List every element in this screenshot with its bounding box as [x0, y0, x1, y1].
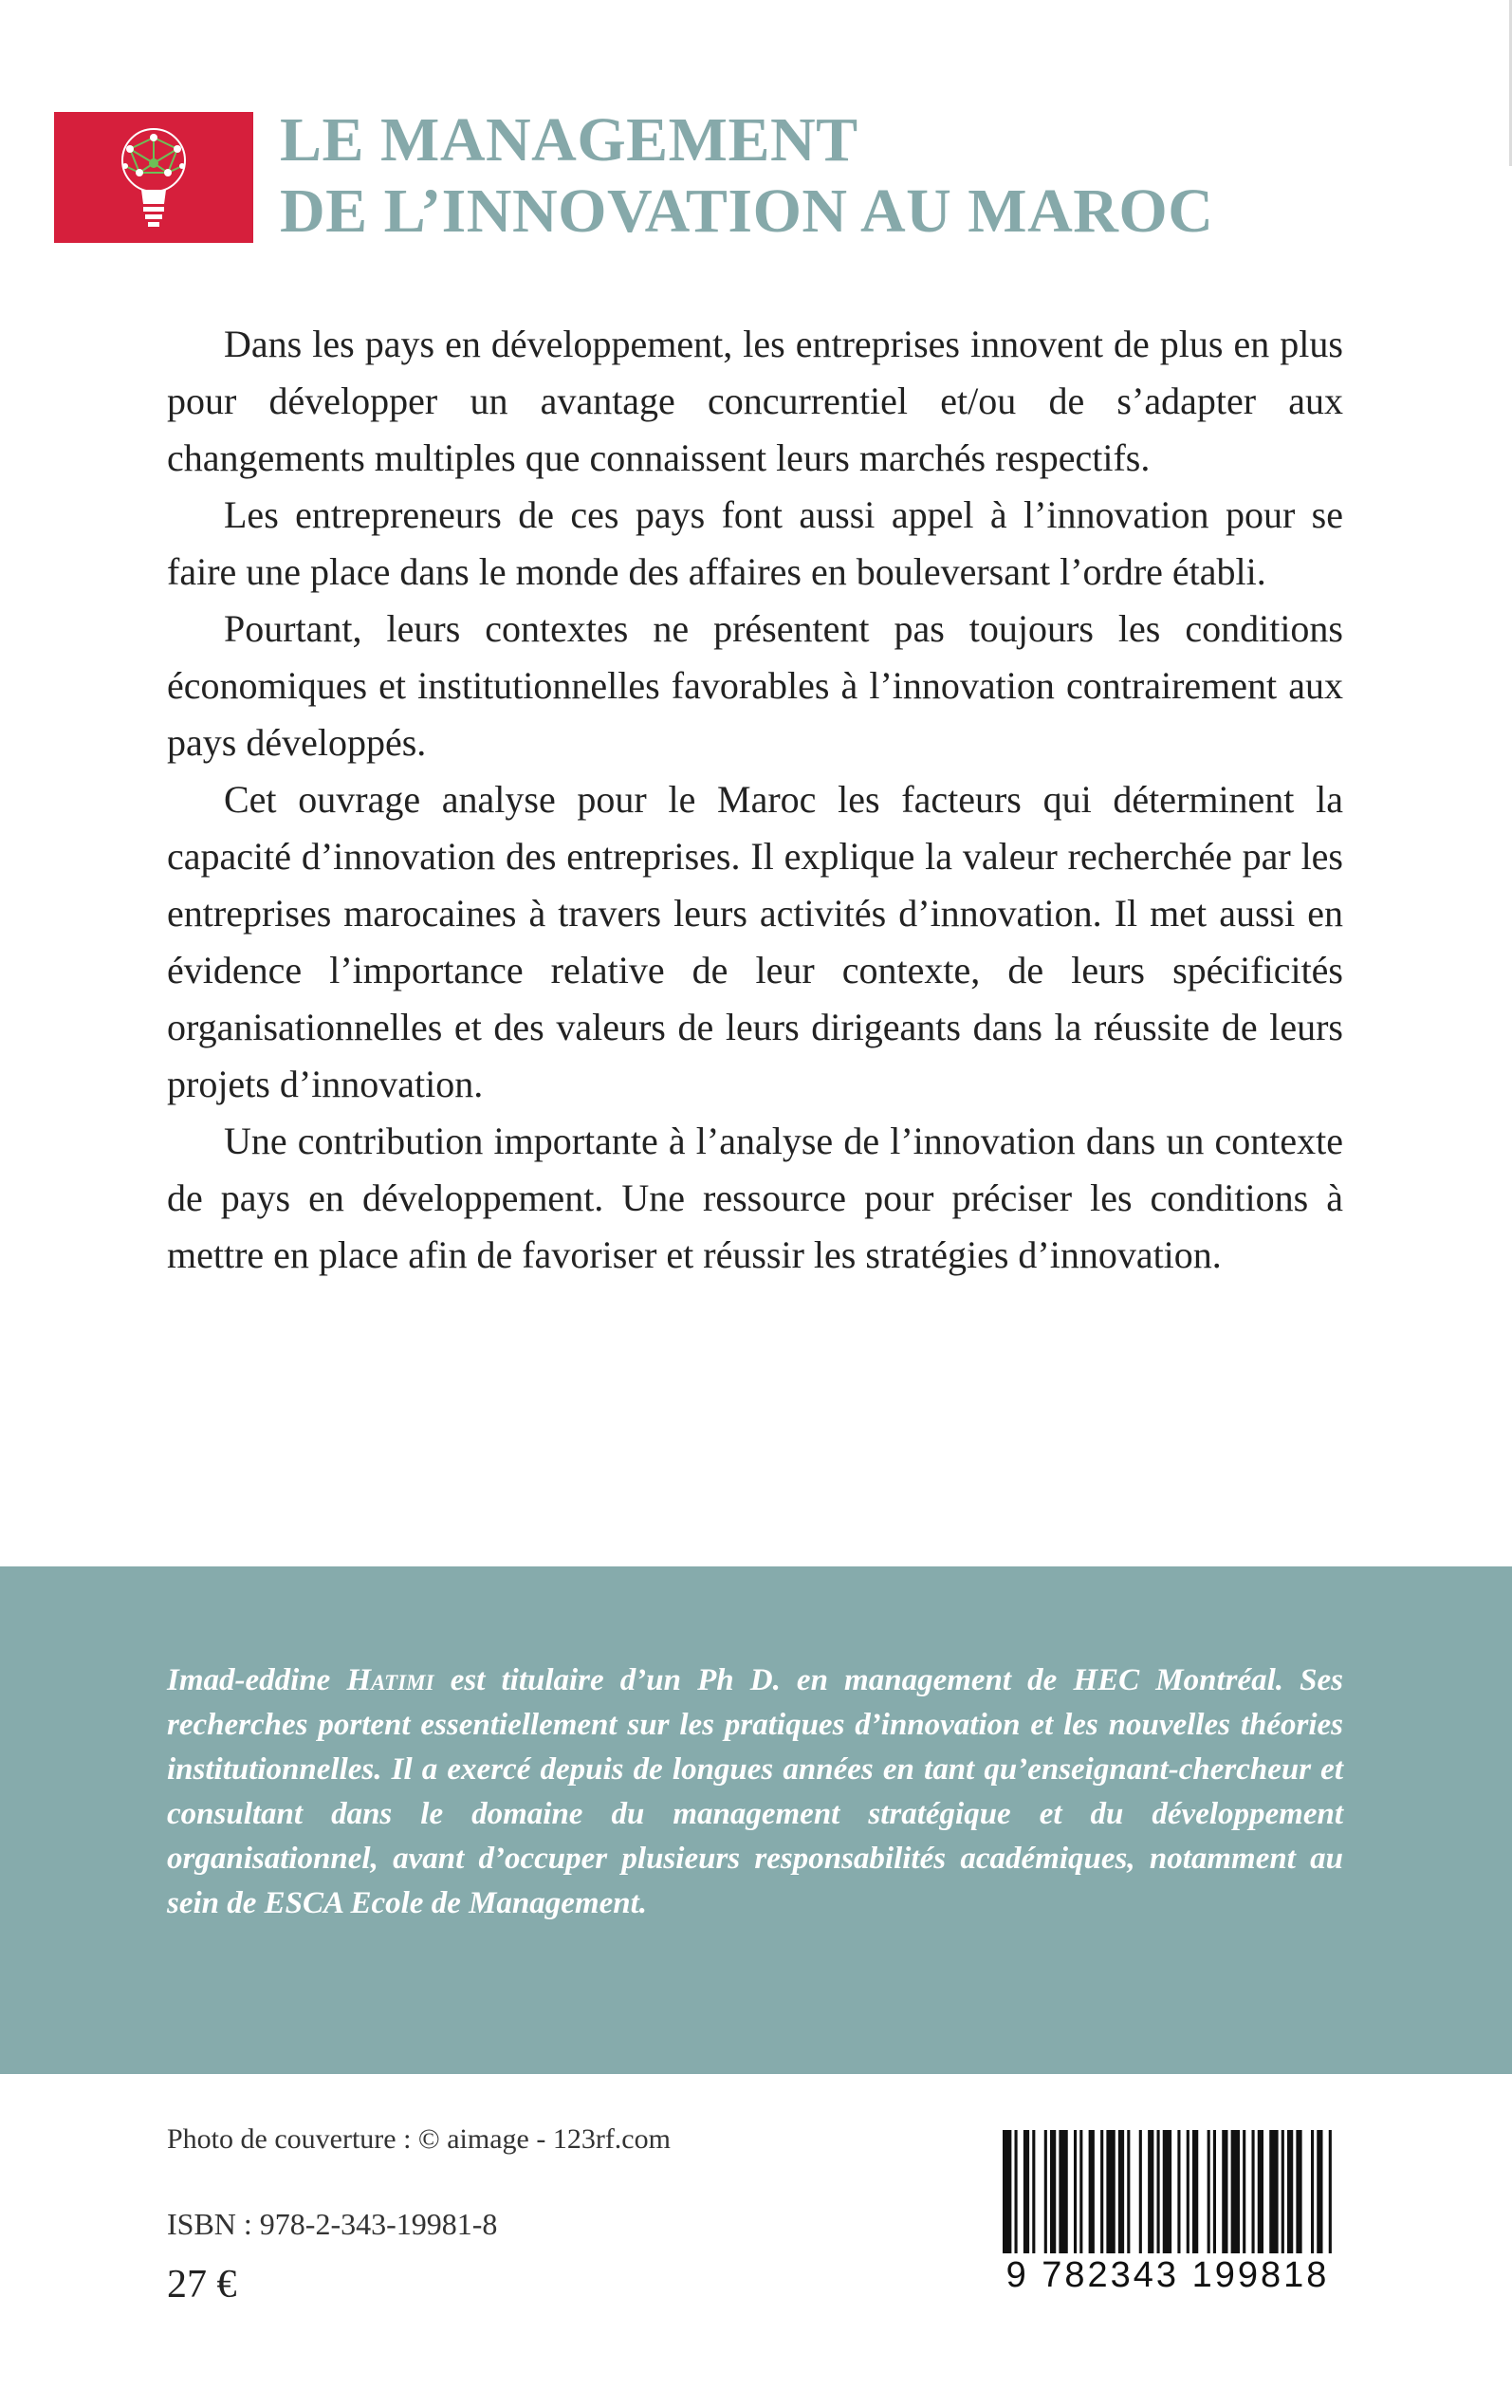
summary-paragraph: Dans les pays en développement, les entreprises innovent de plus en plus pour développer un avantage concurrentiel et/ou de s’adapter aux changements multiples que connaissent leurs marchés respectifs. [167, 323, 1343, 479]
price: 27 € [167, 2263, 237, 2306]
author-first-name: Imad-eddine [167, 1663, 347, 1697]
book-summary [167, 316, 1343, 1284]
author-last-name: Hatimi [346, 1663, 434, 1697]
summary-paragraph: Cet ouvrage analyse pour le Maroc les facteurs qui déterminent la capacité d’innovation des entreprises. Il explique la valeur recherchée par les entreprises marocaines à travers leurs activités d’innovation. Il met aussi en évidence l’importance relative de leur contexte, de leurs spécificités organisationnelles et des valeurs de leurs dirigeants dans la réussite de leurs projets d’innovation. [167, 778, 1343, 1105]
author-band [0, 1566, 1512, 2074]
lightbulb-network-icon [111, 120, 196, 234]
title-line-1: LE MANAGEMENT [280, 105, 858, 175]
author-bio [167, 1658, 1343, 1926]
publisher-logo [54, 112, 253, 243]
author-bio-text: est titulaire d’un Ph D. en management de HEC Montréal. Ses recherches portent essentiellement sur les pratiques d’innovation et les nouvelles théories institutionnelles. Il a exercé depuis de longues années en tant qu’enseignant-chercheur et consultant dans le domaine du management stratégique et du développement organisationnel, avant d’occuper plusieurs responsabilités académiques, notamment au sein de ESCA Ecole de Management. [167, 1663, 1343, 1920]
barcode-bars [1003, 2130, 1335, 2253]
barcode [991, 2122, 1344, 2300]
summary-paragraph: Pourtant, leurs contextes ne présentent pas toujours les conditions économiques et institutionnelles favorables à l’innovation contrairement aux pays développés. [167, 607, 1343, 764]
title-line-2: DE L’INNOVATION AU MAROC [280, 176, 1214, 246]
isbn: ISBN : 978-2-343-19981-8 [167, 2207, 498, 2241]
photo-credit: Photo de couverture : © aimage - 123rf.com [167, 2123, 671, 2155]
barcode-digits: 9 782343 199818 [1005, 2255, 1330, 2295]
summary-paragraph: Une contribution importante à l’analyse de l’innovation dans un contexte de pays en développement. Une ressource pour préciser les conditions à mettre en place afin de favoriser et réussir les stratégies d’innovation. [167, 1120, 1343, 1276]
summary-paragraph: Les entrepreneurs de ces pays font aussi appel à l’innovation pour se faire une place dans le monde des affaires en bouleversant l’ordre établi. [167, 493, 1343, 593]
book-title [280, 104, 1213, 247]
